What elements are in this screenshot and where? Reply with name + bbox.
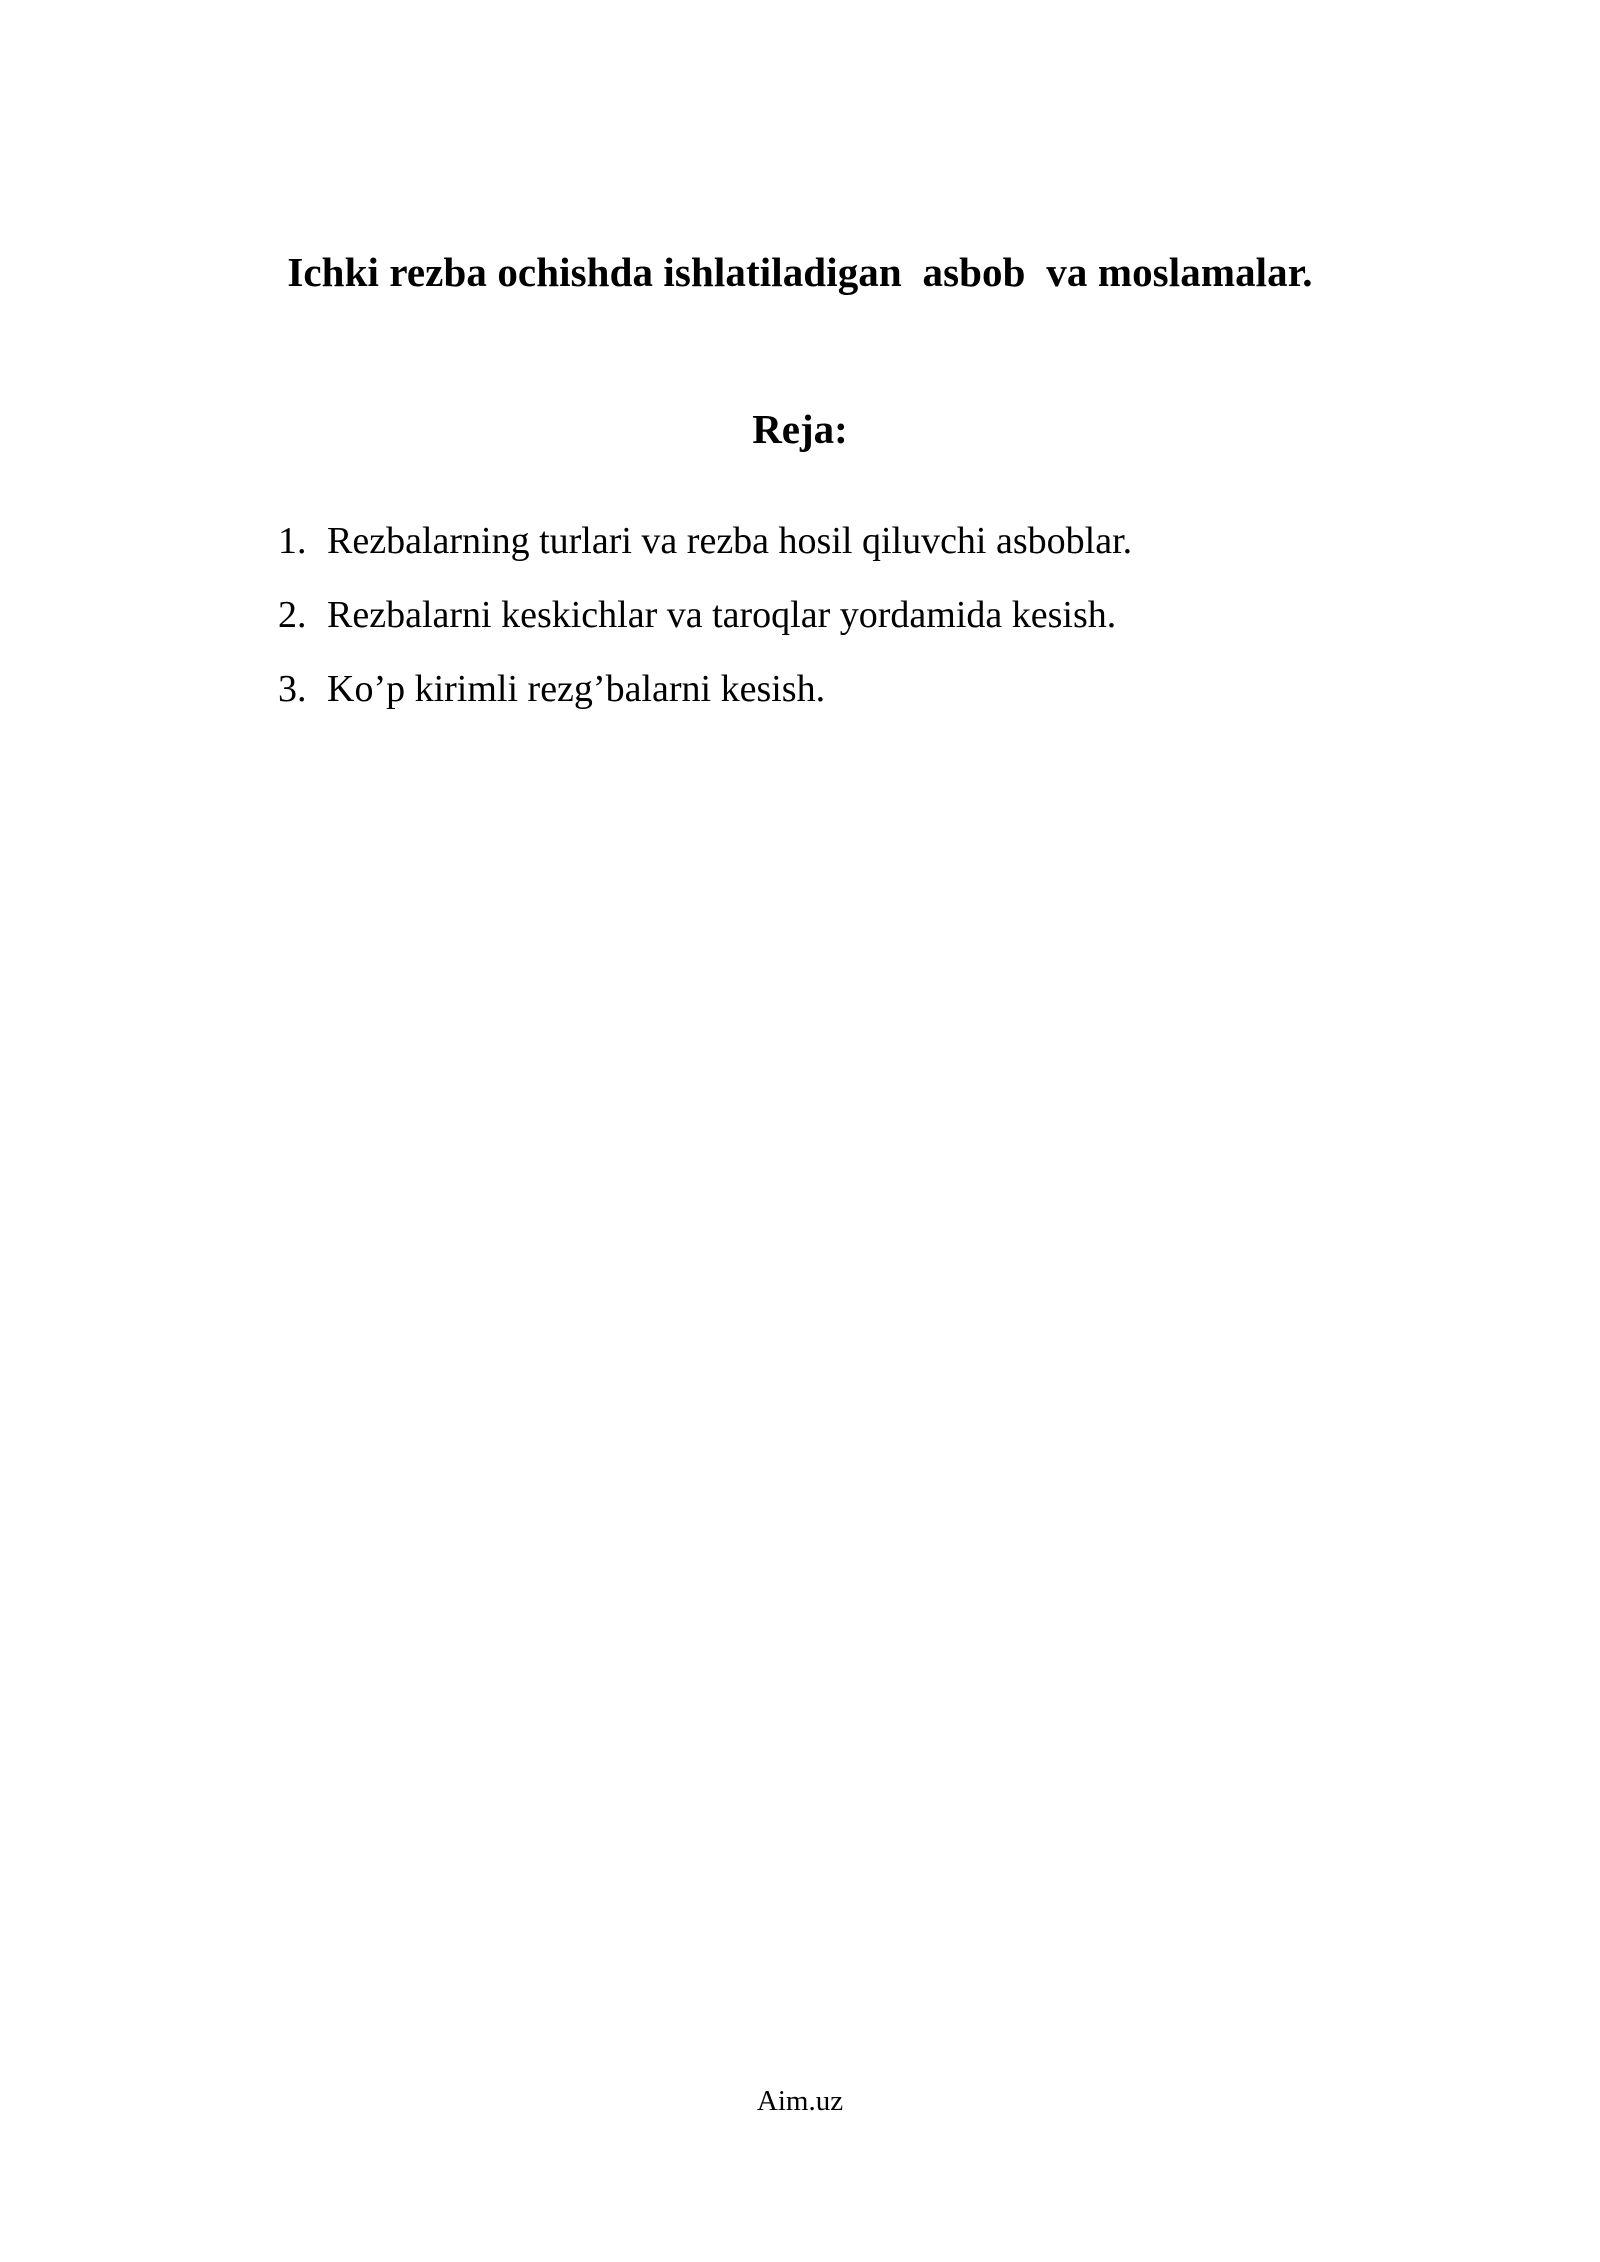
list-item-label: Rezbalarni keskichlar va taroqlar yordamida kesish. xyxy=(327,594,1117,636)
list-item-marker: 1. xyxy=(278,520,307,562)
list-item-marker: 2. xyxy=(278,594,307,636)
list-item xyxy=(278,522,1132,596)
list-item-marker: 3. xyxy=(278,668,307,710)
list-item-label: Rezbalarning turlari va rezba hosil qiluvchi asboblar. xyxy=(327,520,1133,562)
list-item xyxy=(278,670,1132,744)
list-item-label: Ko’p kirimli rezg’balarni kesish. xyxy=(327,668,826,710)
section-heading-reja: Reja: xyxy=(752,406,848,453)
plan-list xyxy=(278,522,1132,744)
list-item xyxy=(278,596,1132,670)
page-title: Ichki rezba ochishda ishlatiladigan asbob va moslamalar. xyxy=(287,249,1313,296)
page-footer-watermark: Aim.uz xyxy=(756,2085,844,2117)
